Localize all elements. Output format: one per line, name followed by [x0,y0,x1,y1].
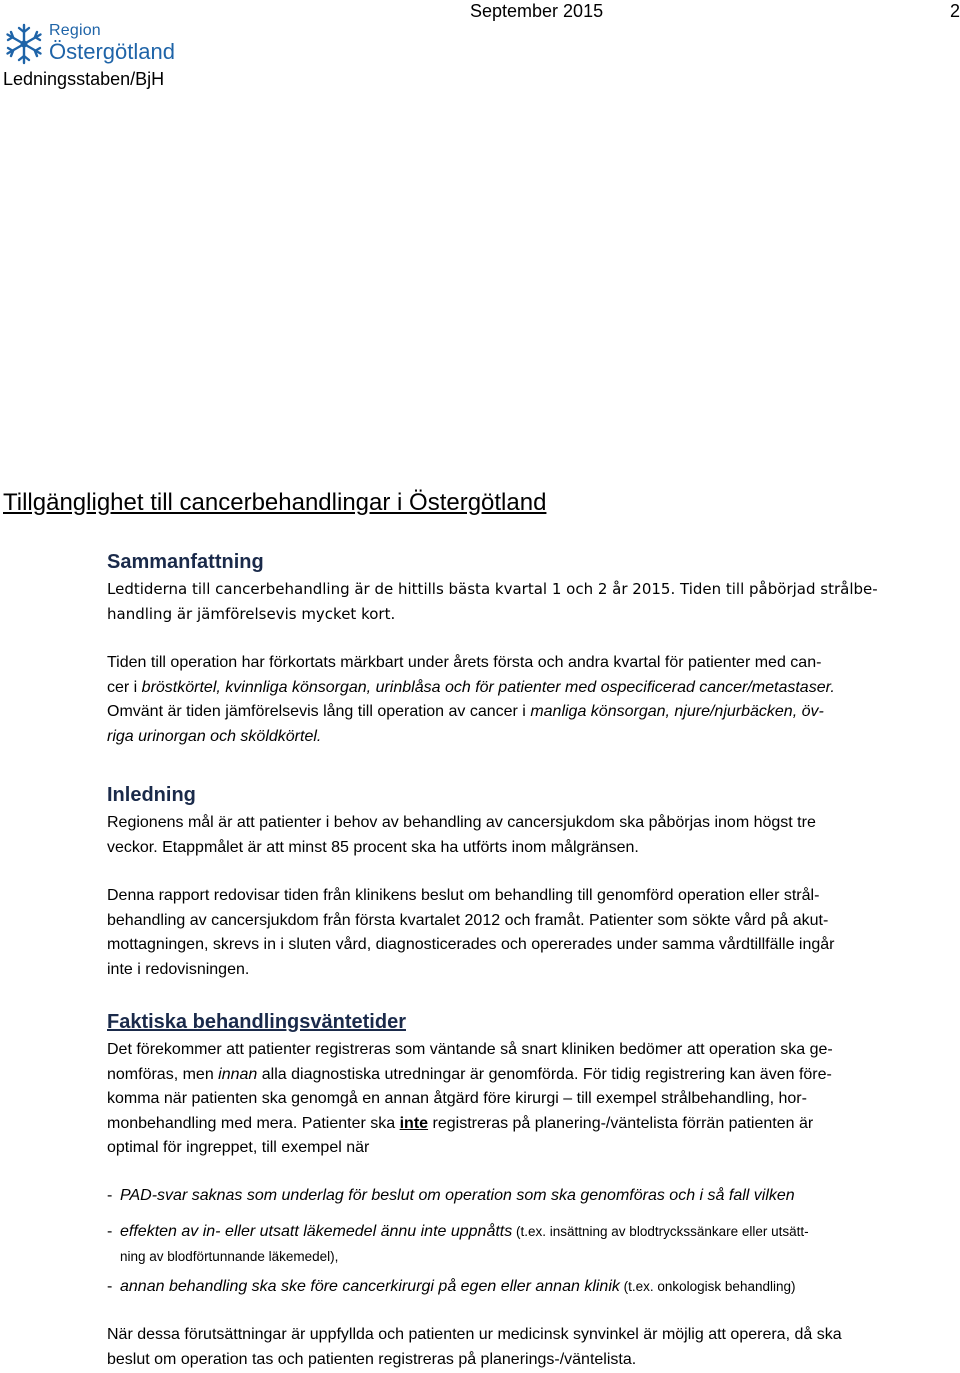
summary-p2-line2-italic: bröstkörtel, kvinnliga könsorgan, urinblåsa och för patienter med ospecificerad cancer/metastaser. [141,678,835,696]
intro-paragraph-2 [107,884,947,982]
waiting-line1: Det förekommer att patienter registreras som väntande så snart kliniken bedömer att operation ska ge- [107,1041,833,1058]
waiting-line3: komma när patienten ska genomgå en annan åtgärd före kirurgi – till exempel strålbehandling, hor- [107,1090,807,1107]
summary-p2-line4 [107,725,947,750]
summary-p2-line2-plain: cer i [107,678,142,696]
summary-heading: Sammanfattning [107,551,264,573]
summary-p2-line1: Tiden till operation har förkortats märkbart under årets första och andra kvartal för patienter med can- [107,654,822,671]
intro-p1-line1: Regionens mål är att patienter i behov av behandling av cancersjukdom ska påbörjas inom högst tre [107,814,816,831]
waiting-line5: optimal för ingreppet, till exempel när [107,1139,370,1156]
intro-p2-line3: mottagningen, skrevs in i sluten vård, diagnosticerades och opererades under samma vårdtillfälle ingår [107,936,835,953]
waiting-line2-b: alla diagnostiska utredningar är genomförda. För tidig registrering kan även före- [257,1065,832,1083]
intro-p1-line2: veckor. Etappmålet är att minst 85 procent ska ha utförts inom målgränsen. [107,838,639,856]
intro-section [107,783,947,807]
intro-paragraph-1 [107,811,947,860]
intro-heading: Inledning [107,784,196,806]
waiting-line2 [107,1063,947,1088]
summary-p2-line2 [107,676,947,701]
intro-p2-line4: inte i redovisningen. [107,960,250,978]
bullet1-text: PAD-svar saknas som underlag för beslut om operation som ska genomföras och i så fall vilken [120,1187,795,1204]
closing-paragraph [107,1323,947,1372]
summary-paragraph-2 [107,651,947,749]
waiting-line4-b: registreras på planering-/väntelista förrän patienten är [428,1114,814,1132]
waiting-paragraph [107,1038,947,1161]
bullet2-small-2: ning av blodförtunnande läkemedel), [120,1248,339,1264]
waiting-line2-a: nomföras, men [107,1065,219,1083]
waiting-heading: Faktiska behandlingsväntetider [107,1011,406,1033]
waiting-line4 [107,1112,947,1137]
page-number: 2 [950,1,960,21]
summary-p2-line3-italic: manliga könsorgan, njure/njurbäcken, öv- [530,703,824,720]
bullet2-small-1: (t.ex. insättning av blodtryckssänkare eller utsätt- [512,1224,809,1239]
summary-p2-line3-plain: Omvänt är tiden jämförelsevis lång till operation av cancer i [107,703,531,720]
closing-line2: beslut om operation tas och patienten registreras på planerings-/väntelista. [107,1350,637,1368]
list-item [107,1184,952,1209]
summary-paragraph-1 [107,577,947,626]
summary-p1-line1: Ledtiderna till cancerbehandling är de hittills bästa kvartal 1 och 2 år 2015. Tiden till påbörjad strålbe- [107,580,878,598]
logo-line-name: Östergötland [49,39,175,64]
summary-section [107,550,947,574]
snowflake-icon [2,22,46,66]
summary-p2-line3 [107,700,947,725]
document-title: Tillgänglighet till cancerbehandlingar i Östergötland [3,489,547,516]
bullet3-small: (t.ex. onkologisk behandling) [619,1279,796,1294]
list-item [107,1220,952,1269]
waiting-line2-italic: innan [218,1065,258,1083]
summary-p1-line2: handling är jämförelsevis mycket kort. [107,604,396,623]
waiting-section [107,1010,947,1034]
bullet2-italic: effekten av in- eller utsatt läkemedel ännu inte uppnåtts [120,1223,513,1240]
waiting-line4-a: monbehandling med mera. Patienter ska [107,1114,400,1132]
intro-p2-line1: Denna rapport redovisar tiden från klinikens beslut om behandling till genomförd operation eller strål- [107,887,820,904]
region-logo [2,22,182,68]
list-dash: - [107,1223,113,1240]
list-dash: - [107,1278,113,1295]
list-item [107,1275,952,1300]
bullet3-italic: annan behandling ska ske före cancerkirurgi på egen eller annan klinik [120,1278,620,1295]
header-date: September 2015 [470,1,604,21]
intro-p2-line2: behandling av cancersjukdom från första kvartalet 2012 och framåt. Patienter som sökte vård på akut- [107,911,829,929]
logo-line-region: Region [49,22,101,39]
summary-p2-line4-italic: riga urinorgan och sköldkörtel. [107,727,322,745]
department-label: Ledningsstaben/BjH [3,69,165,89]
logo-wordmark [49,22,175,64]
list-dash: - [107,1187,113,1204]
closing-line1: När dessa förutsättningar är uppfyllda och patienten ur medicinsk synvinkel är möjlig att operera, då ska [107,1326,842,1343]
waiting-line4-strong: inte [399,1114,429,1132]
